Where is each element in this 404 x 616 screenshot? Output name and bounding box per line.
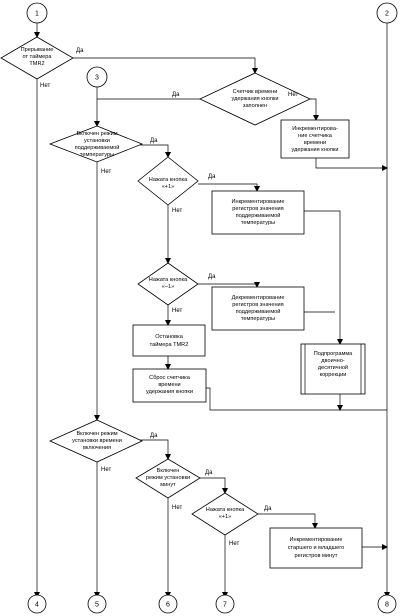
svg-text:8: 8 [385,601,389,609]
connector-8 [378,595,396,613]
svg-text:регистров минут: регистров минут [294,553,338,559]
svg-text:Остановка: Остановка [155,334,183,340]
decision-button-plus [192,493,258,535]
svg-text:десятичной: десятичной [317,365,349,371]
svg-text:«–1»: «–1» [161,284,175,290]
svg-text:Нажата кнопка: Нажата кнопка [205,507,245,513]
label-no: Нет [288,92,299,98]
svg-text:удержания кнопки: удержания кнопки [231,96,279,102]
svg-text:Прерывание: Прерывание [20,47,54,53]
svg-text:температуры: температуры [79,152,115,158]
connector-5 [88,595,106,613]
svg-text:двоично-: двоично- [321,358,345,364]
connector-6 [159,595,177,613]
svg-text:Инкрементирова-: Инкрементирова- [292,126,338,132]
label-no: Нет [229,541,240,547]
label-yes: Да [172,92,180,98]
svg-text:Включен режим: Включен режим [76,131,118,137]
svg-text:от таймера: от таймера [22,54,52,60]
subroutine-bcd-correction [301,344,365,394]
process-increment-counter [281,120,349,158]
label-yes: Да [150,433,158,439]
svg-text:старшего и младшего: старшего и младшего [287,545,345,551]
svg-text:поддерживаемой: поддерживаемой [235,309,281,315]
label-yes: Да [264,506,272,512]
svg-text:Нажата кнопка: Нажата кнопка [148,177,188,183]
decision-button-up [138,157,198,205]
svg-text:температуры: температуры [240,220,276,226]
svg-text:заполнен: заполнен [242,103,268,109]
svg-text:«+1»: «+1» [218,514,232,520]
svg-text:Включен режим: Включен режим [76,431,118,437]
connector-2 [377,3,397,23]
label-no: Нет [172,308,183,314]
decision-mode-time [50,420,142,462]
connector-3 [87,67,107,87]
svg-text:поддерживаемой: поддерживаемой [74,145,120,151]
label-yes: Да [76,48,84,54]
svg-text:минут: минут [160,482,176,488]
svg-text:1: 1 [35,10,39,18]
label-no: Нет [172,505,183,511]
svg-text:7: 7 [223,601,227,609]
svg-text:коррекции: коррекции [319,372,347,378]
label-yes: Да [150,138,158,144]
svg-text:Подпрограмма: Подпрограмма [313,351,353,357]
label-no: Нет [172,208,183,214]
svg-text:температуры: температуры [240,316,276,322]
label-yes: Да [208,274,216,280]
svg-text:удержания кнопки: удержания кнопки [146,389,193,395]
svg-text:регистров значения: регистров значения [232,302,284,308]
svg-text:удержания кнопки: удержания кнопки [291,147,339,153]
label-no: Нет [101,467,112,473]
label-yes: Да [205,470,213,476]
decision-button-down [138,263,198,305]
svg-text:«+1»: «+1» [161,184,175,190]
svg-text:режим установки: режим установки [145,475,191,481]
svg-text:Счетчик времени: Счетчик времени [232,89,278,95]
svg-text:Декрементирование: Декрементирование [231,295,285,301]
connector-4 [28,595,46,613]
process-increment-registers [212,191,304,234]
svg-text:2: 2 [385,10,389,18]
label-yes: Да [208,174,216,180]
label-no: Нет [101,169,112,175]
svg-text:Включен: Включен [156,468,180,474]
svg-text:установки: установки [84,138,110,144]
svg-text:времени: времени [303,140,327,146]
process-increment-minutes [270,528,362,568]
connector-1 [27,3,47,23]
connector-7 [216,595,234,613]
svg-text:TMR2: TMR2 [29,61,45,67]
svg-text:времени: времени [158,382,181,388]
process-stop-timer [133,325,205,356]
decision-timer-interrupt [1,37,73,79]
svg-text:Сброс счетчика: Сброс счетчика [149,375,190,381]
svg-text:таймера TMR2: таймера TMR2 [149,342,189,348]
svg-text:включения: включения [82,445,112,451]
svg-text:5: 5 [95,601,99,609]
svg-text:Нажата кнопка: Нажата кнопка [148,277,188,283]
decision-mode-temperature [50,126,142,162]
svg-text:установки времени: установки времени [72,438,122,444]
svg-text:Инкрементирование: Инкрементирование [289,537,343,543]
decision-counter-full [200,73,310,125]
svg-text:6: 6 [166,601,170,609]
decision-mode-minutes [136,459,200,498]
svg-text:Инкрементирование: Инкрементирование [231,199,285,205]
svg-text:ние счетчика: ние счетчика [298,133,332,139]
svg-text:регистров значения: регистров значения [232,206,284,212]
label-no: Нет [40,83,51,89]
process-decrement-registers [212,287,304,330]
svg-text:4: 4 [35,601,39,609]
svg-text:поддерживаемой: поддерживаемой [235,213,281,219]
process-reset-counter [133,369,206,402]
svg-text:3: 3 [95,74,99,82]
